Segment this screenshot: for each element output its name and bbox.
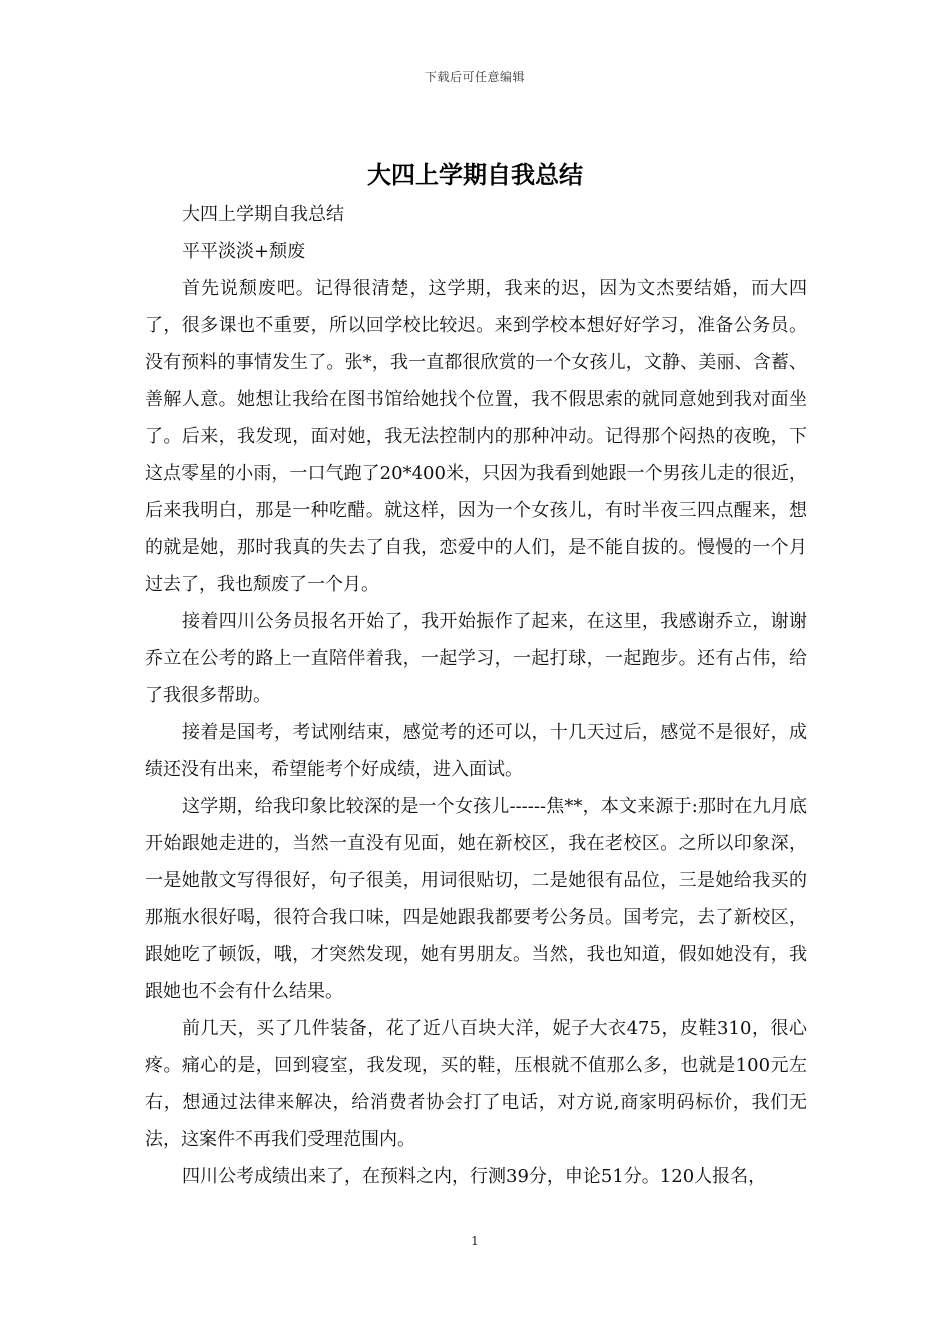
paragraph: 前几天，买了几件装备，花了近八百块大洋，妮子大衣475，皮鞋310，很心疼。痛心的是，回到寝室，我发现，买的鞋，压根就不值那么多，也就是100元左右，想通过法律来解决，给消费者协会打了电话，对方说,商家明码标价，我们无法，这案件不再我们受理范围内。 <box>145 1018 807 1150</box>
document-title: 大四上学期自我总结 <box>367 161 583 189</box>
paragraph: 这学期，给我印象比较深的是一个女孩儿------焦**，本文来源于:那时在九月底开始跟她走进的，当然一直没有见面，她在新校区，我在老校区。之所以印象深，一是她散文写得很好，句子很美，用词很贴切，二是她很有品位，三是她给我买的那瓶水很好喝，很符合我口味，四是她跟我都要考公务员。国考完，去了新校区，跟她吃了顿饭，哦，才突然发现，她有男朋友。当然，我也知道，假如她没有，我跟她也不会有什么结果。 <box>145 796 807 1002</box>
paragraph: 首先说颓废吧。记得很清楚，这学期，我来的迟，因为文杰要结婚，而大四了，很多课也不重要，所以回学校比较迟。来到学校本想好好学习，准备公务员。没有预料的事情发生了。张*，我一直都很欣赏的一个女孩儿，文静、美丽、含蓄、善解人意。她想让我给在图书馆给她找个位置，我不假思索的就同意她到我对面坐了。后来，我发现，面对她，我无法控制内的那种冲动。记得那个闷热的夜晚，下这点零星的小雨，一口气跑了20*400米，只因为我看到她跟一个男孩儿走的很近，后来我明白，那是一种吃醋。就这样，因为一个女孩儿，有时半夜三四点醒来，想的就是她，那时我真的失去了自我，恋爱中的人们，是不能自拔的。慢慢的一个月过去了，我也颓废了一个月。 <box>145 278 807 595</box>
paragraph-tagline: 平平淡淡+颓废 <box>182 241 306 262</box>
paragraph-subtitle: 大四上学期自我总结 <box>182 204 344 225</box>
paragraph: 接着是国考，考试刚结束，感觉考的还可以，十几天过后，感觉不是很好，成绩还没有出来，希望能考个好成绩，进入面试。 <box>145 722 807 780</box>
document-body <box>145 196 807 1195</box>
paragraph: 接着四川公务员报名开始了，我开始振作了起来，在这里，我感谢乔立，谢谢乔立在公考的路上一直陪伴着我，一起学习，一起打球，一起跑步。还有占伟，给了我很多帮助。 <box>145 611 807 706</box>
paragraph: 四川公考成绩出来了，在预料之内，行测39分，申论51分。120人报名， <box>182 1166 767 1187</box>
page-number: 1 <box>471 1234 479 1248</box>
header-note: 下载后可任意编辑 <box>424 70 525 84</box>
